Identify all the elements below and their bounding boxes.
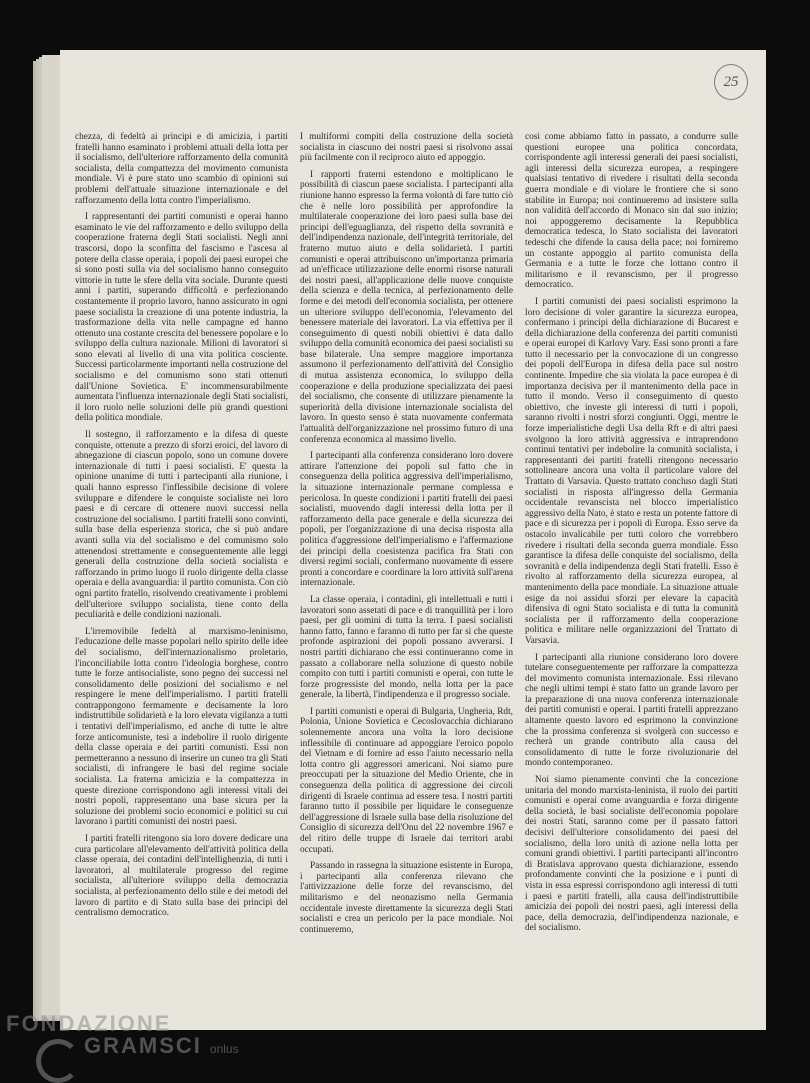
paragraph: I partecipanti alla conferenza considerano loro dovere attirare l'attenzione dei popoli sul fatto che in conseguenza della politica aggressiva dell'imperialismo, la situazione internazionale permane complessa e pericolosa. In queste condizioni i partiti fratelli dei paesi socialisti, muovendo dagli interessi della lotta per il rafforzamento della pace generale e della sicurezza dei popoli, per l'organizzazione di una decisa risposta alla politica d'aggressione dell'imperialismo e l'affermazione dei principi della coesistenza pacifica fra Stati con diversi regimi sociali, confermano nuovamente di essere pronti a concordare e coordinare la loro attività sull'arena internazionale. <box>300 451 513 589</box>
paragraph: I partiti comunisti e operai di Bulgaria, Ungheria, Rdt, Polonia, Unione Sovietica e Cecoslovacchia dichiarano solennemente ancora una volta la loro decisione inflessibile di continuare ad appoggiare l'eroico popolo del Vietnam e di fornire ad esso l'aiuto necessario nella lotta contro gli aggressori americani. Noi siamo pure preoccupati per la situazione del Medio Oriente, che in conseguenza della politica di aggressione dei circoli dirigenti di Israele continua ad essere tesa. I nostri partiti faranno tutto il possibile per liquidare le conseguenze dell'aggressione di Israele sulla base della risoluzione del Consiglio di sicurezza dell'Onu del 22 novembre 1967 e del ritiro delle truppe di Israele dai territori arabi occupati. <box>300 706 513 855</box>
paragraph: L'irremovibile fedeltà al marxismo-leninismo, l'educazione delle masse popolari nello spirito delle idee del socialismo, dell'internazionalismo proletario, l'inconciliabile lotta contro l'ideologia borghese, contro tutte le forze antisocialiste, sono pegno dei successi nel consolidamento delle posizioni del socialismo e nel respingere le mene dell'imperialismo. I partiti fratelli contrappongono fermamente e decisamente la loro indistruttibile solidarietà e la loro elevata vigilanza a tutti i tentativi dell'imperialismo, ed anche di tutte le altre forze anticomuniste, tesi a indebolire il ruolo dirigente della classe operaia e dei partiti comunisti. Essi non permetteranno a nessuno di inserire un cuneo tra gli Stati socialisti, di infrangere le basi del regime sociale socialista. La fraterna amicizia e la compattezza in queste direzione corrispondono agli interessi vitali dei nostri popoli, rappresentano una base sicura per la soluzione dei problemi socio economici e politici su cui lavorano i partiti comunisti dei nostri paesi. <box>75 626 288 828</box>
handwritten-page-number: 25 <box>714 64 748 100</box>
watermark-ring-icon <box>36 1039 80 1083</box>
text-column-3 <box>525 132 738 990</box>
paragraph: I partiti comunisti dei paesi socialisti esprimono la loro decisione di voler garantire la sicurezza europea, confermano i principi della dichiarazione di Bucarest e della dichiarazione della conferenza dei partiti comunisti e operai europei di Karlovy Vary. Essi sono pronti a fare tutto il necessario per la convocazione di un congresso dei popoli dell'Europa in difesa della pace sul nostro continente. Impedire che sia violata la pace europea è di importanza decisiva per il mantenimento della pace in tutto il mondo. Verso il conseguimento di questo obiettivo, che investe gli interessi di tutti i popoli, saranno rivolti i nostri sforzi congiunti. Oggi, mentre le forze imperialistiche degli Usa della Rft e di altri paesi svolgono la loro attività aggressiva e intraprendono continui tentativi per indebolire la comunità socialista, i rappresentanti dei partiti fratelli ritengono necessario sottolineare ancora una volta il particolare valore del Trattato di Varsavia. Questo trattato concluso dagli Stati socialisti in risposta all'ingresso della Germania occidentale revanscista nel blocco imperialistico aggressivo della Nato, è stato e resta un potente fattore di pace e di sicurezza per i popoli di Europa. Esso serve da ostacolo invalicabile per tutti coloro che vorrebbero rivedere i risultati della seconda guerra mondiale. Esso garantisce la difesa delle conquiste del socialismo, della sovranità e della indipendenza degli Stati fratelli. Esso è rivolto al rafforzamento della sicurezza europea, al mantenimento della pace mondiale. La situazione attuale esige da noi assidui sforzi per elevare la capacità difensiva di ogni Stato socialista e di tutta la comunità socialista per il rafforzamento della cooperazione politica e militare nelle organizzazioni del Trattato di Varsavia. <box>525 296 738 646</box>
watermark-line-1: FONDAZIONE <box>6 1011 172 1036</box>
text-column-2 <box>300 132 513 990</box>
paragraph: Il sostegno, il rafforzamento e la difesa di queste conquiste, ottenute a prezzo di sforzi eroici, del lavoro di abnegazione di ciascun popolo, sono un comune dovere internazionale di tutti i paesi socialisti. E' questa la opinione unanime di tutti i partecipanti alla riunione, i quali hanno espresso l'inflessibile decisione di volere sviluppare e difendere le conquiste socialiste nei loro paesi e di cercare di ottenere nuovi successi nella costruzione del socialismo. I partiti fratelli sono convinti, sulla base della esperienza storica, che si può andare avanti sulla via del socialismo e del comunismo solo attenendosi strettamente e conseguentemente alle leggi generali della costruzione della società socialista e rafforzando in primo luogo il ruolo dirigente della classe operaia e della avanguardia: il partito comunista. Con ciò ogni partito fratello, risolvendo creativamente i problemi dell'ulteriore sviluppo socialista, tiene conto della peculiarità e delle condizioni nazionali. <box>75 430 288 621</box>
text-column-1 <box>75 132 288 990</box>
paragraph: chezza, di fedeltà ai principi e di amicizia, i partiti fratelli hanno esaminato i problemi attuali della lotta per il socialismo, dell'ulteriore rafforzamento della comunità socialista, della compattezza del movimento comunista mondiale. Vi è pure stato uno scambio di opinioni sui problemi dell'attuale situazione internazionale e del rafforzamento della lotta contro l'imperialismo. <box>75 132 288 206</box>
paragraph: La classe operaia, i contadini, gli intellettuali e tutti i lavoratori sono assetati di pace e di tranquillità per i loro paesi, per gli uomini di tutta la terra. I paesi socialisti hanno fatto, fanno e faranno di tutto per far sì che queste profonde aspirazioni dei popoli possano avverarsi. I nostri partiti dichiarano che essi continueranno come in passato a collaborare nella soluzione di questo nobile compito con tutti i partiti comunisti e operai, con tutte le forze progressiste del mondo, nella lotta per la pace generale, la libertà, l'indipendenza e il progresso sociale. <box>300 594 513 701</box>
paragraph: I multiformi compiti della costruzione della società socialista in ciascuno dei nostri paesi si risolvono assai più facilmente con il reciproco aiuto ed appoggio. <box>300 132 513 164</box>
text-columns <box>75 132 738 990</box>
paragraph: Passando in rassegna la situazione esistente in Europa, i partecipanti alla conferenza rilevano che l'attivizzazione delle forze del revanscismo, del militarismo e del neonazismo nella Germania occidentale investe direttamente la sicurezza degli Stati socialisti e crea un pericolo per la pace mondiale. Noi continueremo, <box>300 861 513 935</box>
paragraph: I rapporti fraterni estendono e moltiplicano le possibilità di ciascun paese socialista. I partecipanti alla riunione hanno espresso la ferma volontà di fare tutto ciò che è nelle loro possibilità per approfondire la multilaterale cooperazione dei loro paesi sulla base dei principi dell'eguaglianza, del rispetto della sovranità e dell'indipendenza nazionale, dell'integrità territoriale, del fraterno mutuo aiuto e della solidarietà. I partiti comunisti e operai attribuiscono un'importanza primaria ad un'efficace utilizzazione delle enormi risorse naturali dei nostri paesi, all'applicazione delle nuove conquiste della scienza e della tecnica, al perfezionamento delle forme e dei metodi dell'economia socialista, per ottenere un ulteriore sviluppo dell'economia, l'elevamento del benessere materiale dei lavoratori. La via effettiva per il conseguimento di questi nobili obiettivi è data dallo sviluppo della comunità economica dei paesi socialisti su base bilaterale. Una sempre maggiore importanza assumono il perfezionamento dell'attività del Consiglio di mutua assistenza economica, lo sviluppo della cooperazione e della produzione specializzata dei paesi del socialismo, che consente di utilizzare pienamente la superiorità della divisione internazionale socialista del lavoro. In questo senso è stata nuovamente confermata l'attualità dell'organizzazione nel prossimo futuro di una conferenza economica al massimo livello. <box>300 169 513 445</box>
paragraph: I partecipanti alla riunione considerano loro dovere tutelare conseguentemente per rafforzare la compattezza del movimento comunista internazionale. Essi rilevano che negli ultimi tempi è stato fatto un grande lavoro per la preparazione di una nuova conferenza internazionale dei partiti comunisti e operai. I partiti fratelli apprezzano altamente questo lavoro ed esprimono la convinzione che la prossima conferenza si svolgerà con successo e recherà un grande contributo alla causa del consolidamento di tutte le forze rivoluzionarie del mondo contemporaneo. <box>525 652 738 769</box>
paragraph: Noi siamo pienamente convinti che la concezione unitaria del mondo marxista-leninista, il ruolo dei partiti comunisti e operai come avanguardia e forza dirigente della società, le basi socialiste dell'economia popolare dei nostri Stati, saranno come per il passato fattori decisivi dell'ulteriore consolidamento dei paesi del socialismo, della loro unità di azione nella lotta per comuni grandi obiettivi. I partiti partecipanti all'incontro di Bratislava approvano questa dichiarazione, essendo profondamente convinti che la posizione e i punti di vista in essa espressi corrispondono agli interessi di tutti i paesi e partiti fratelli, alla causa dell'indistruttibile amicizia dei popoli dei nostri paesi, agli interessi della pace, della democrazia, dell'indipendenza nazionale, e del socialismo. <box>525 775 738 934</box>
paragraph: I partiti fratelli ritengono sia loro dovere dedicare una cura particolare all'elevamento dell'attività politica della classe operaia, dei contadini dell'intellighenzia, di tutti i lavoratori, al multilaterale progresso del regime socialista, all'ulteriore sviluppo della democrazia socialista, al perfezionamento dello stile e dei metodi del lavoro di partito e di Stato sulla base dei principi del centralismo democratico. <box>75 834 288 919</box>
watermark-name: GRAMSCI <box>84 1033 202 1058</box>
paragraph: così come abbiamo fatto in passato, a condurre sulle questioni europee una politica concordata, corrispondente agli interessi generali dei paesi socialisti, agli interessi della sicurezza europea, a respingere qualsiasi tentativo di rivedere i risultati della seconda guerra mondiale e di violare le frontiere che si sono stabilite in Europa; noi continueremo ad insistere sulla non validità dell'accordo di Monaco sin dal suo inizio; noi appoggeremo decisamente la Repubblica democratica tedesca, lo Stato socialista dei lavoratori tedeschi che difende la causa della pace; noi forniremo un costante appoggio al partito comunista della Germania e a tutte le forze che lottano contro il militarismo e il revanscismo, per il progresso democratico. <box>525 132 738 291</box>
paragraph: I rappresentanti dei partiti comunisti e operai hanno esaminato le vie del rafforzamento e dello sviluppo della cooperazione fraterna degli Stati socialisti. Negli anni trascorsi, dopo la sconfitta del fascismo e l'ascesa al potere della classe operaia, i popoli dei paesi europei che si sono posti sulla via del socialismo hanno conseguito vittorie in tutte le sfere della vita sociale. Durante questi anni i partiti, superando difficoltà e perfezionando costantemente il proprio lavoro, hanno assicurato in ogni paese socialista la creazione di una potente industria, la trasformazione della vita nelle campagne ed hanno ottenuto una costante crescita del benessere popolare e lo sviluppo della cultura nazionale. Milioni di lavoratori si sono elevati al livello di una vita politica cosciente. Successi particolarmente importanti nella costruzione del socialismo e del comunismo sono stati ottenuti dall'Unione Sovietica. E' incommensurabilmente aumentata l'influenza internazionale degli Stati socialisti, il loro ruolo nelle soluzioni delle più grandi questioni della politica mondiale. <box>75 212 288 424</box>
watermark-suffix: onlus <box>209 1042 239 1056</box>
document-page <box>60 50 766 1030</box>
fondazione-gramsci-watermark <box>6 1013 239 1060</box>
